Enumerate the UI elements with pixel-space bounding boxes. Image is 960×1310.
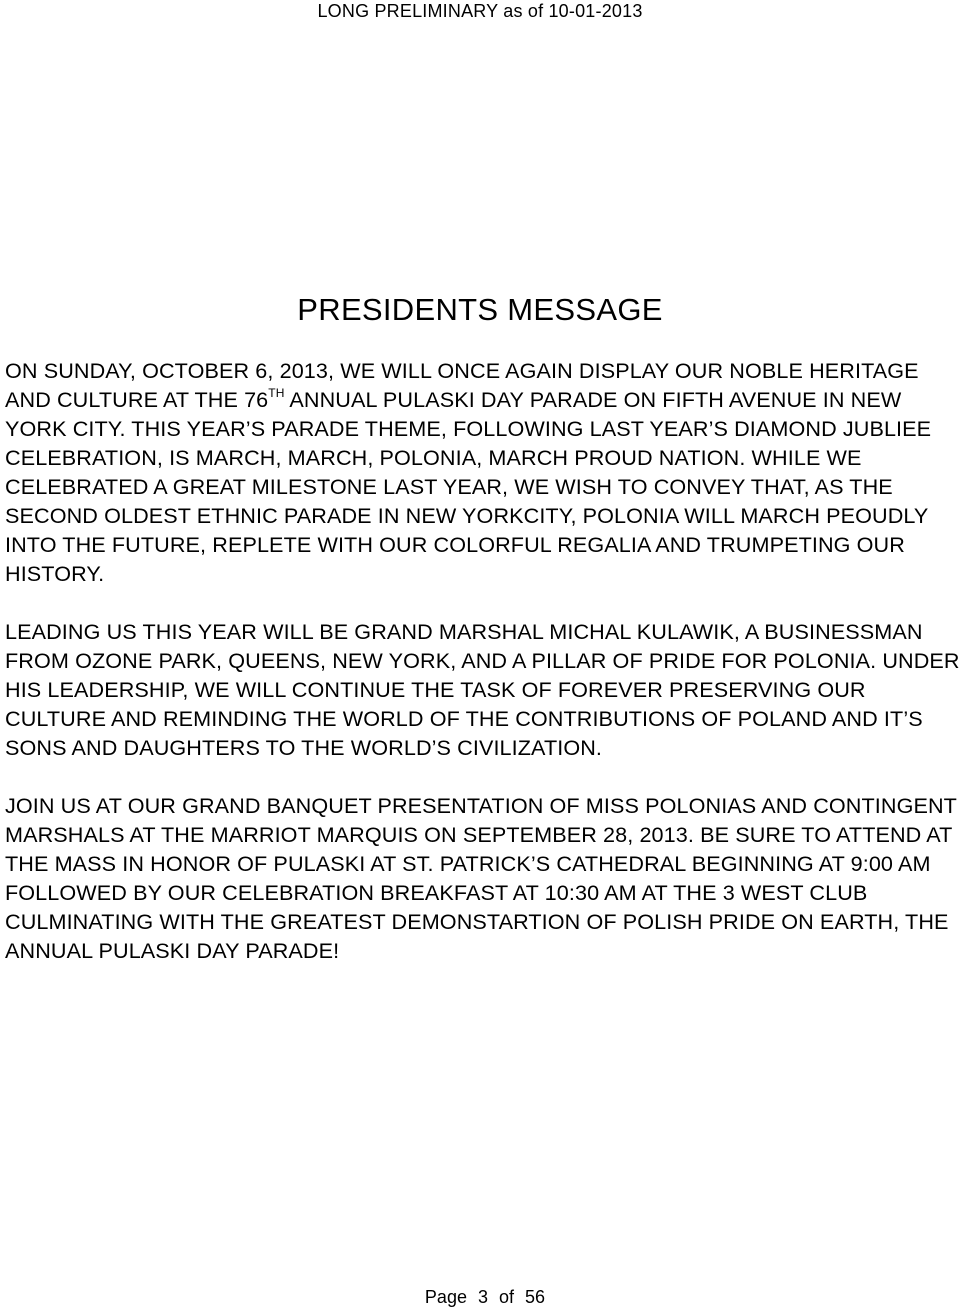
page-title: PRESIDENTS MESSAGE — [297, 292, 663, 327]
page-total: 56 — [525, 1287, 546, 1307]
of-label: of — [499, 1287, 515, 1307]
message-body — [5, 356, 960, 965]
ordinal-superscript: TH — [268, 385, 285, 400]
running-header: LONG PRELIMINARY as of 10-01-2013 — [317, 1, 643, 21]
page-label: Page — [424, 1287, 467, 1307]
paragraph-events: JOIN US AT OUR GRAND BANQUET PRESENTATION OF MISS POLONIAS AND CONTINGENT MARSHALS AT THE MARRIOT MARQUIS ON SEPTEMBER 28, 2013. BE SURE TO ATTEND AT THE MASS IN HONOR OF PULASKI AT ST. PATRICK’S CATHEDRAL BEGINNING AT 9:00 AM FOLLOWED BY OUR CELEBRATION BREAKFAST AT 10:30 AM AT THE 3 WEST CLUB CULMINATING WITH THE GREATEST DEMONSTARTION OF POLISH PRIDE ON EARTH, THE ANNUAL PULASKI DAY PARADE! — [5, 793, 957, 963]
page-number: 3 — [477, 1287, 488, 1307]
paragraph-parade-announcement — [5, 356, 960, 588]
paragraph-grand-marshal: LEADING US THIS YEAR WILL BE GRAND MARSHAL MICHAL KULAWIK, A BUSINESSMAN FROM OZONE PARK, QUEENS, NEW YORK, AND A PILLAR OF PRIDE FOR POLONIA. UNDER HIS LEADERSHIP, WE WILL CONTINUE THE TASK OF FOREVER PRESERVING OUR CULTURE AND REMINDING THE WORLD OF THE CONTRIBUTIONS OF POLAND AND IT’S SONS AND DAUGHTERS TO THE WORLD’S CIVILIZATION. — [5, 619, 960, 760]
paragraph-text: ANNUAL PULASKI DAY PARADE ON FIFTH AVENUE IN NEW YORK CITY. THIS YEAR’S PARADE THEME, FOLLOWING LAST YEAR’S DIAMOND JUBLIEE CELEBRATION, IS MARCH, MARCH, POLONIA, MARCH PROUD NATION. WHILE WE CELEBRATED A GREAT MILESTONE LAST YEAR, WE WISH TO CONVEY THAT, AS THE SECOND OLDEST ETHNIC PARADE IN NEW YORKCITY, POLONIA WILL MARCH PEOUDLY INTO THE FUTURE, REPLETE WITH OUR COLORFUL REGALIA AND TRUMPETING OUR HISTORY. — [5, 387, 932, 586]
paragraph-text: ON SUNDAY, OCTOBER 6, 2013, WE WILL ONCE AGAIN DISPLAY OUR NOBLE HERITAGE AND CULTURE AT THE 76 — [5, 358, 919, 412]
page-footer — [0, 1285, 960, 1309]
